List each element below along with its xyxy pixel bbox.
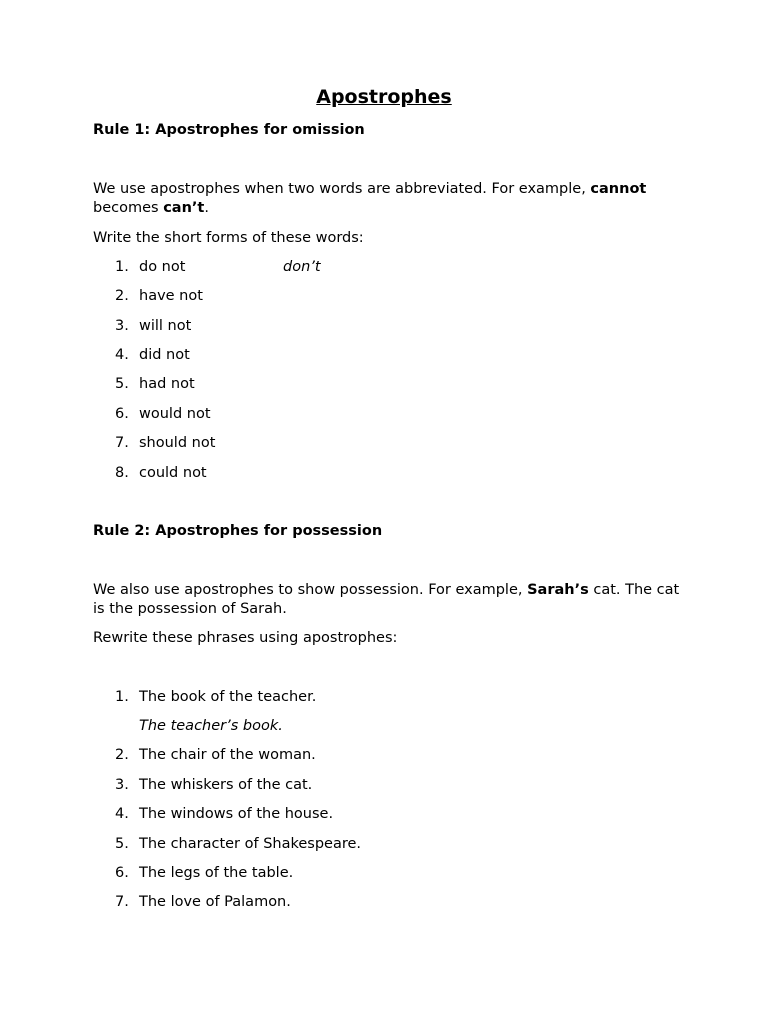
list-item-number: 6. — [115, 865, 129, 881]
list-item-answer: don’t — [283, 259, 321, 275]
list-item — [0, 836, 768, 856]
list-item — [0, 689, 768, 709]
list-item-number: 5. — [115, 376, 129, 392]
list-item-number: 7. — [115, 435, 129, 451]
rule2-instruction: Rewrite these phrases using apostrophes: — [93, 630, 398, 646]
list-item-number: 3. — [115, 318, 129, 334]
rule1-intro — [93, 180, 693, 218]
list-item-text: should not — [139, 435, 216, 451]
list-item-text: The book of the teacher. — [139, 689, 317, 705]
list-item — [0, 288, 768, 308]
list-item-number: 3. — [115, 777, 129, 793]
list-item-text: did not — [139, 347, 190, 363]
list-item-text: The character of Shakespeare. — [139, 836, 362, 852]
rule1-intro-mid: becomes — [93, 200, 164, 216]
rule1-intro-bold-cannot: cannot — [590, 181, 647, 197]
rule1-intro-post: . — [204, 200, 209, 216]
list-item-number: 1. — [115, 259, 129, 275]
list-item-number: 8. — [115, 465, 129, 481]
rule2-heading: Rule 2: Apostrophes for possession — [93, 523, 383, 539]
list-item-text: would not — [139, 406, 211, 422]
list-item-number: 6. — [115, 406, 129, 422]
rule2-intro — [93, 581, 693, 619]
list-item-text: could not — [139, 465, 207, 481]
list-item — [0, 435, 768, 455]
list-item-text: The whiskers of the cat. — [139, 777, 313, 793]
page-title: Apostrophes — [316, 86, 452, 108]
rule2-intro-post: cat. The cat is the possession of Sarah. — [93, 582, 680, 617]
list-item — [0, 347, 768, 367]
rule1-instruction: Write the short forms of these words: — [93, 230, 364, 246]
list-item-text: do not — [139, 259, 186, 275]
rule2-intro-pre: We also use apostrophes to show possession. For example, — [93, 582, 528, 598]
list-item — [0, 406, 768, 426]
list-item-number: 4. — [115, 347, 129, 363]
list-item — [0, 259, 768, 279]
list-item — [0, 318, 768, 338]
rule1-heading: Rule 1: Apostrophes for omission — [93, 122, 365, 138]
list-item-number: 1. — [115, 689, 129, 705]
list-item — [0, 806, 768, 826]
list-item-text: had not — [139, 376, 195, 392]
list-item-answer-line — [0, 718, 768, 738]
list-item-number: 2. — [115, 747, 129, 763]
list-item — [0, 747, 768, 767]
list-item — [0, 777, 768, 797]
list-item-text: have not — [139, 288, 203, 304]
list-item-number: 7. — [115, 894, 129, 910]
list-item-text: The windows of the house. — [139, 806, 334, 822]
list-item — [0, 465, 768, 485]
list-item-number: 5. — [115, 836, 129, 852]
list-item — [0, 376, 768, 396]
list-item-number: 2. — [115, 288, 129, 304]
list-item-text: The legs of the table. — [139, 865, 294, 881]
list-item-number: 4. — [115, 806, 129, 822]
list-item-text: will not — [139, 318, 192, 334]
rule1-intro-bold-cant: can’t — [163, 200, 205, 216]
list-item-text: The chair of the woman. — [139, 747, 316, 763]
list-item-answer: The teacher’s book. — [139, 718, 283, 734]
rule1-intro-pre: We use apostrophes when two words are abbreviated. For example, — [93, 181, 591, 197]
list-item — [0, 894, 768, 914]
list-item — [0, 865, 768, 885]
rule2-intro-bold-sarahs: Sarah’s — [527, 582, 589, 598]
list-item-text: The love of Palamon. — [139, 894, 291, 910]
